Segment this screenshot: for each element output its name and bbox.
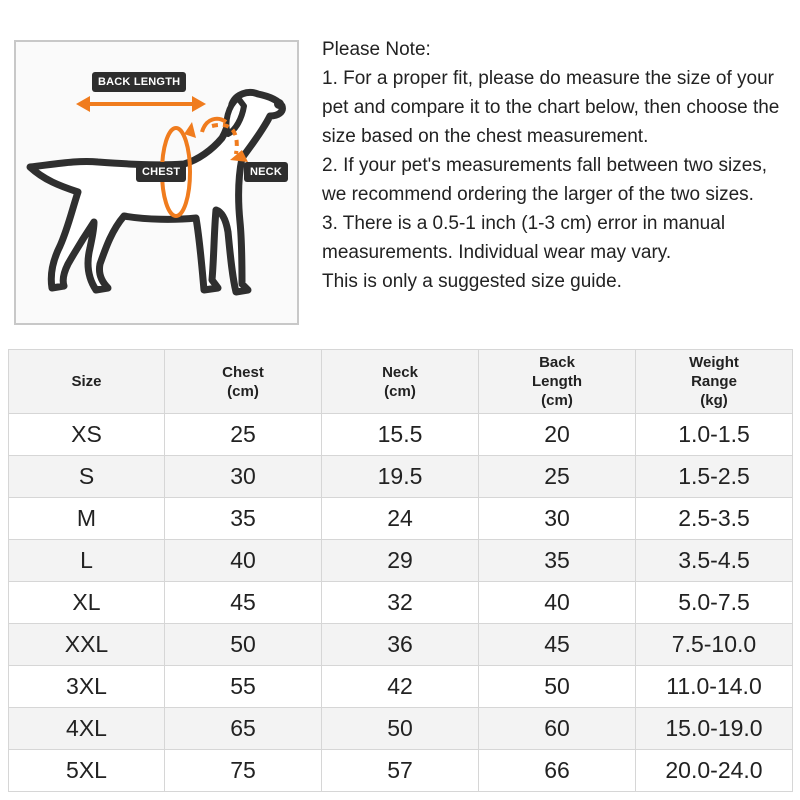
table-row [9, 666, 793, 708]
header-weight-range: Weight Range (kg) [636, 350, 793, 414]
size-cell: M [9, 498, 165, 540]
table-row [9, 498, 793, 540]
table-row [9, 750, 793, 792]
table-header-row [9, 350, 793, 414]
size-cell: S [9, 456, 165, 498]
chest-cell: 25 [165, 414, 322, 456]
chest-label: CHEST [136, 162, 186, 182]
back-length-arrow [76, 96, 206, 112]
chest-cell: 30 [165, 456, 322, 498]
notes-heading: Please Note: [322, 39, 431, 60]
header-chest: Chest (cm) [165, 350, 322, 414]
neck-cell: 29 [322, 540, 479, 582]
measurement-illustration [14, 40, 299, 325]
back-length-cell: 50 [479, 666, 636, 708]
back-length-cell: 25 [479, 456, 636, 498]
weight-range-cell: 1.5-2.5 [636, 456, 793, 498]
back-length-cell: 35 [479, 540, 636, 582]
neck-cell: 32 [322, 582, 479, 624]
chest-cell: 75 [165, 750, 322, 792]
weight-range-cell: 20.0-24.0 [636, 750, 793, 792]
chest-cell: 40 [165, 540, 322, 582]
size-chart-table [8, 349, 793, 792]
chest-cell: 35 [165, 498, 322, 540]
size-cell: XS [9, 414, 165, 456]
size-cell: XL [9, 582, 165, 624]
neck-cell: 15.5 [322, 414, 479, 456]
note-item: 1. For a proper fit, please do measure the size of your pet and compare it to the chart below, then choose the size based on the chest measurement. [322, 68, 780, 147]
neck-cell: 36 [322, 624, 479, 666]
table-row [9, 414, 793, 456]
neck-cell: 42 [322, 666, 479, 708]
weight-range-cell: 5.0-7.5 [636, 582, 793, 624]
weight-range-cell: 2.5-3.5 [636, 498, 793, 540]
table-row [9, 540, 793, 582]
back-length-cell: 40 [479, 582, 636, 624]
weight-range-cell: 3.5-4.5 [636, 540, 793, 582]
chest-cell: 50 [165, 624, 322, 666]
weight-range-cell: 15.0-19.0 [636, 708, 793, 750]
table-row [9, 624, 793, 666]
table-row [9, 582, 793, 624]
fit-notes [322, 35, 792, 296]
header-size: Size [9, 350, 165, 414]
neck-cell: 24 [322, 498, 479, 540]
size-cell: XXL [9, 624, 165, 666]
weight-range-cell: 11.0-14.0 [636, 666, 793, 708]
back-length-cell: 30 [479, 498, 636, 540]
dog-outline [30, 92, 282, 292]
neck-cell: 57 [322, 750, 479, 792]
header-back-length: Back Length (cm) [479, 350, 636, 414]
chest-cell: 55 [165, 666, 322, 708]
chest-cell: 65 [165, 708, 322, 750]
weight-range-cell: 7.5-10.0 [636, 624, 793, 666]
header-neck: Neck (cm) [322, 350, 479, 414]
back-length-cell: 66 [479, 750, 636, 792]
size-cell: 3XL [9, 666, 165, 708]
table-row [9, 708, 793, 750]
chest-cell: 45 [165, 582, 322, 624]
back-length-cell: 45 [479, 624, 636, 666]
neck-cell: 19.5 [322, 456, 479, 498]
back-length-label: BACK LENGTH [92, 72, 186, 92]
back-length-cell: 60 [479, 708, 636, 750]
notes-footer: This is only a suggested size guide. [322, 271, 622, 292]
size-cell: L [9, 540, 165, 582]
back-length-cell: 20 [479, 414, 636, 456]
dog-nose [274, 99, 284, 109]
size-cell: 4XL [9, 708, 165, 750]
table-body [9, 414, 793, 792]
size-cell: 5XL [9, 750, 165, 792]
note-item: 3. There is a 0.5-1 inch (1-3 cm) error in manual measurements. Individual wear may vary. [322, 213, 726, 263]
weight-range-cell: 1.0-1.5 [636, 414, 793, 456]
neck-cell: 50 [322, 708, 479, 750]
neck-label: NECK [244, 162, 288, 182]
note-item: 2. If your pet's measurements fall between two sizes, we recommend ordering the larger of the two sizes. [322, 155, 768, 205]
table-row [9, 456, 793, 498]
